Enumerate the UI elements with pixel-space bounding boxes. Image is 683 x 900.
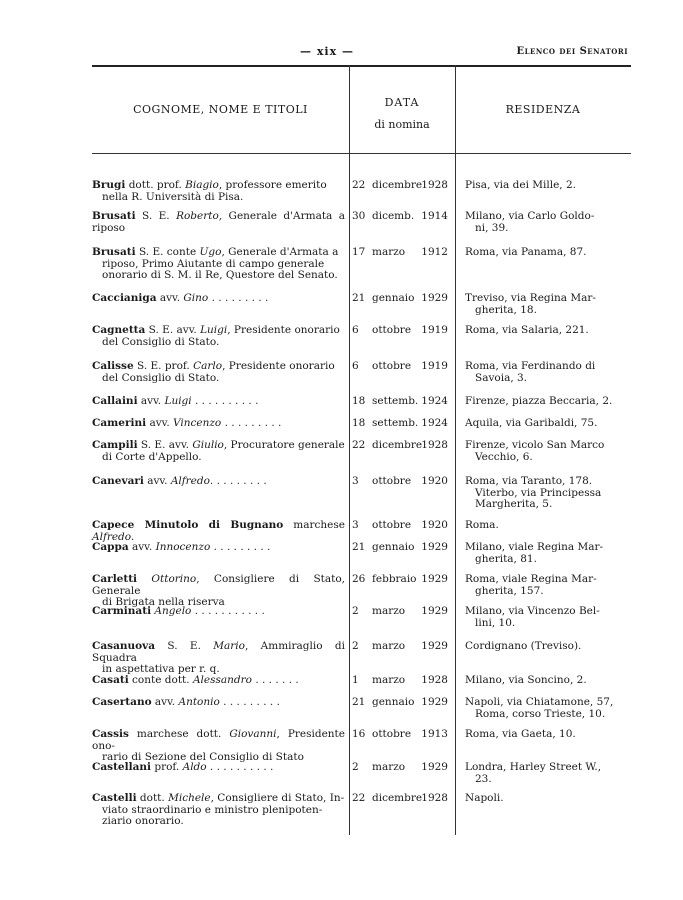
senator-given-name: Giulio: [192, 439, 224, 451]
column-divider-2: [455, 65, 456, 835]
date-month: marzo: [372, 640, 406, 652]
senator-name-line: [92, 417, 281, 429]
residence-line: Roma, via Ferdinando di: [465, 360, 596, 372]
senator-name-cell: [92, 697, 345, 709]
senator-surname: Brugi: [92, 179, 126, 191]
date-day: 18: [352, 395, 366, 407]
residence-line: Pisa, via dei Mille, 2.: [465, 179, 576, 191]
senator-title: S. E. prof.: [133, 360, 194, 372]
column-divider-1: [349, 65, 350, 835]
date-month: ottobre: [372, 519, 412, 531]
residence-cell: [465, 542, 630, 565]
senator-name-continuation: rario di Sezione del Consiglio di Stato: [102, 751, 304, 763]
column-header-residence: RESIDENZA: [505, 103, 581, 116]
senator-given-name: Carlo: [193, 360, 223, 372]
residence-line: Margherita, 5.: [475, 498, 553, 510]
date-month: dicemb.: [372, 210, 415, 222]
residence-line: ni, 39.: [475, 221, 509, 234]
senator-name-cell: [92, 729, 345, 764]
senator-surname: Camerini: [92, 417, 147, 429]
date-year: 1928: [421, 792, 448, 804]
residence-line: Milano, via Carlo Goldo-: [465, 210, 595, 222]
residence-line: Napoli, via Chiatamone, 57,: [465, 696, 614, 708]
senator-name-cell: [92, 396, 345, 408]
senator-surname: Castelli: [92, 792, 137, 804]
residence-cell: [465, 180, 630, 192]
senator-name-continuation: ziario onorario.: [102, 815, 184, 827]
date-month: ottobre: [372, 324, 412, 336]
senator-surname: Cassis: [92, 728, 129, 740]
senator-name-cell: [92, 793, 345, 828]
senator-given-name: Mario: [213, 640, 245, 652]
senator-title-rest: , professore emerito: [218, 179, 327, 191]
date-year: 1920: [421, 475, 448, 487]
senator-name-cell: [92, 180, 345, 203]
senator-title: dott.: [136, 792, 169, 804]
date-month: gennaio: [372, 541, 415, 553]
date-month: settemb.: [372, 417, 419, 429]
date-year: 1912: [421, 246, 448, 258]
residence-cell: [465, 247, 630, 259]
residence-line: Roma, via Taranto, 178.: [465, 475, 593, 487]
senator-title-rest: , Consigliere di Stato, In-: [210, 792, 345, 804]
residence-cell: [465, 520, 630, 532]
senator-title: avv.: [137, 395, 165, 407]
date-month: dicembre: [372, 179, 423, 191]
senator-surname: Canevari: [92, 475, 144, 487]
date-year: 1929: [421, 573, 448, 585]
residence-cell: [465, 418, 630, 430]
senator-surname: Campili: [92, 439, 138, 451]
senator-name-continuation: riposo, Primo Aiutante di campo generale: [102, 257, 325, 270]
residence-line: gherita, 157.: [475, 584, 544, 597]
senator-name-cell: [92, 675, 345, 687]
senator-given-name: Giovanni: [229, 728, 277, 740]
date-year: 1919: [421, 324, 448, 336]
residence-cell: [465, 606, 630, 629]
date-day: 2: [352, 605, 359, 617]
senator-given-name: Luigi: [200, 324, 228, 336]
senator-name-line: [92, 179, 327, 191]
residence-line: Treviso, via Regina Mar-: [465, 292, 596, 304]
senator-title: marchese: [283, 519, 345, 531]
date-year: 1928: [421, 439, 448, 451]
senator-given-name: Roberto,: [176, 210, 223, 222]
senator-name-continuation: di Brigata nella riserva: [102, 596, 225, 608]
date-day: 30: [352, 210, 366, 222]
date-day: 2: [352, 761, 359, 773]
residence-line: 23.: [475, 772, 492, 785]
residence-cell: [465, 697, 630, 720]
senator-name-line: [92, 519, 345, 543]
residence-line: Cordignano (Treviso).: [465, 640, 582, 652]
date-day: 26: [352, 573, 366, 585]
senator-title: conte dott.: [128, 674, 193, 686]
date-month: gennaio: [372, 292, 415, 304]
residence-line: gherita, 81.: [475, 552, 537, 565]
column-header-date-line2: di nomina: [374, 118, 430, 131]
date-month: settemb.: [372, 395, 419, 407]
senator-title-rest: . . . . . . . . .: [208, 292, 269, 304]
date-year: 1928: [421, 674, 448, 686]
senator-given-name: Vincenzo: [173, 417, 222, 429]
date-year: 1929: [421, 696, 448, 708]
residence-cell: [465, 211, 630, 234]
date-month: dicembre: [372, 439, 423, 451]
senator-given-name: Michele: [168, 792, 211, 804]
senator-title-rest: . . . . . . .: [251, 674, 299, 686]
date-month: marzo: [372, 605, 406, 617]
senator-title-rest: , Presidente ono-: [92, 728, 345, 752]
senator-given-name: Biagio: [185, 179, 219, 191]
senator-given-name: Alessandro: [192, 674, 252, 686]
senator-title-rest: , Procuratore generale: [223, 439, 345, 451]
residence-line: gherita, 18.: [475, 303, 537, 316]
residence-line: Londra, Harley Street W.,: [465, 761, 602, 773]
senator-name-cell: [92, 574, 345, 609]
senator-title: S. E.: [135, 210, 177, 222]
residence-line: Roma.: [465, 519, 499, 531]
senator-name-cell: [92, 361, 345, 384]
date-year: 1919: [421, 360, 448, 372]
senator-title: S. E. avv.: [137, 439, 193, 451]
senator-name-continuation: nella R. Università di Pisa.: [102, 190, 244, 203]
senator-name-cell: [92, 542, 345, 554]
senator-name-continuation: del Consiglio di Stato.: [102, 371, 220, 384]
senator-name-line: [92, 640, 345, 664]
senator-title: S. E. conte: [135, 246, 200, 258]
senator-surname: Callaini: [92, 395, 138, 407]
senator-name-cell: [92, 247, 345, 282]
residence-line: Milano, via Soncino, 2.: [465, 674, 587, 686]
senator-surname: Cappa: [92, 541, 129, 553]
senator-given-name: Antonio: [178, 696, 220, 708]
date-year: 1914: [421, 210, 448, 222]
date-day: 18: [352, 417, 366, 429]
senator-title-rest: . . . . . . . . . .: [191, 395, 259, 407]
senator-given-name: Alfredo.: [92, 530, 135, 543]
senator-title-rest: . . . . . . . . . . .: [191, 605, 265, 617]
senator-title: avv.: [146, 417, 174, 429]
residence-line: Roma, viale Regina Mar-: [465, 573, 597, 585]
date-year: 1913: [421, 728, 448, 740]
senator-name-cell: [92, 641, 345, 676]
senator-title-rest: . . . . . . . . .: [221, 417, 282, 429]
senator-title-rest: , Consigliere di Stato, Generale: [92, 573, 345, 597]
senator-name-cell: [92, 762, 345, 774]
residence-cell: [465, 762, 630, 785]
residence-cell: [465, 729, 630, 741]
senator-name-cell: [92, 520, 345, 543]
running-head: Elenco dei Senatori: [516, 46, 628, 57]
senator-name-line: [92, 605, 265, 617]
residence-line: Firenze, vicolo San Marco: [465, 439, 605, 451]
senator-name-line: [92, 395, 258, 407]
residence-line: Milano, via Vincenzo Bel-: [465, 605, 600, 617]
senator-given-name: Alfredo: [170, 475, 210, 487]
senator-name-line: [92, 573, 345, 597]
date-day: 17: [352, 246, 366, 258]
senator-name-line: [92, 696, 280, 708]
date-month: marzo: [372, 246, 406, 258]
senator-given-name: Innocenzo: [155, 541, 211, 553]
residence-line: Roma, corso Trieste, 10.: [475, 707, 606, 720]
senator-surname: Cagnetta: [92, 324, 146, 336]
residence-cell: [465, 641, 630, 653]
senator-title: avv.: [156, 292, 184, 304]
senator-title-rest: , Presidente onorario: [222, 360, 335, 372]
residence-cell: [465, 476, 630, 511]
senator-title-rest: . . . . . . . . .: [210, 541, 271, 553]
senator-surname: Capece Minutolo di Bugnano: [92, 519, 284, 531]
date-day: 1: [352, 674, 359, 686]
senator-name-line: [92, 292, 268, 304]
date-day: 21: [352, 696, 366, 708]
date-day: 3: [352, 475, 359, 487]
senator-name-cell: [92, 418, 345, 430]
date-day: 16: [352, 728, 366, 740]
senator-surname: Casanuova: [92, 640, 156, 652]
senator-surname: Carletti: [92, 573, 138, 585]
header-rule: [92, 153, 631, 154]
senator-title: dott. prof.: [125, 179, 186, 191]
date-year: 1929: [421, 541, 448, 553]
residence-cell: [465, 293, 630, 316]
senator-name-line: [92, 246, 338, 258]
senator-name-line: [92, 324, 340, 336]
senator-name-line: [92, 541, 270, 553]
senator-title: avv.: [151, 696, 179, 708]
top-rule: [92, 65, 631, 67]
date-year: 1924: [421, 417, 448, 429]
senator-name-line: [92, 728, 345, 752]
senator-name-line: [92, 439, 345, 451]
senator-title: prof.: [151, 761, 183, 773]
senator-title: avv.: [128, 541, 156, 553]
senator-title: avv.: [143, 475, 171, 487]
residence-line: Savoia, 3.: [475, 371, 528, 384]
senator-given-name: Aldo: [182, 761, 207, 773]
senator-given-name: Ottorino: [151, 573, 197, 585]
residence-cell: [465, 793, 630, 805]
senator-name-cell: [92, 606, 345, 618]
residence-line: Roma, via Salaria, 221.: [465, 324, 589, 336]
senator-name-continuation: del Consiglio di Stato.: [102, 335, 220, 348]
date-day: 22: [352, 792, 366, 804]
date-month: febbraio: [372, 573, 417, 585]
senator-title-rest: , Ammiraglio di Squadra: [92, 640, 345, 664]
date-year: 1929: [421, 292, 448, 304]
senator-surname: Carminati: [92, 605, 152, 617]
senator-name-line: [92, 210, 345, 234]
residence-line: Firenze, piazza Beccaria, 2.: [465, 395, 613, 407]
senator-title-rest: . . . . . . . . .: [219, 696, 280, 708]
date-year: 1924: [421, 395, 448, 407]
senator-name-continuation: onorario di S. M. il Re, Questore del Senato.: [102, 269, 338, 281]
date-month: ottobre: [372, 360, 412, 372]
senator-title-rest: , Generale d'Armata a: [221, 246, 339, 258]
residence-line: Roma, via Gaeta, 10.: [465, 728, 576, 740]
date-day: 22: [352, 179, 366, 191]
senator-name-line: [92, 475, 267, 487]
senator-title-rest: Generale d'Armata a riposo: [92, 210, 346, 234]
page-number: — xix —: [300, 45, 354, 58]
senator-surname: Brusati: [92, 246, 136, 258]
date-day: 21: [352, 541, 366, 553]
residence-cell: [465, 325, 630, 337]
senator-given-name: Angelo: [154, 605, 192, 617]
senator-given-name: Gino: [183, 292, 209, 304]
residence-cell: [465, 361, 630, 384]
date-year: 1929: [421, 761, 448, 773]
senator-surname: Castellani: [92, 761, 152, 773]
residence-cell: [465, 396, 630, 408]
residence-line: Viterbo, via Principessa: [475, 486, 602, 499]
column-header-name: COGNOME, NOME E TITOLI: [133, 103, 308, 116]
senator-name-cell: [92, 211, 345, 234]
senator-name-line: [92, 761, 273, 773]
column-header-date: [349, 92, 455, 136]
senator-title-rest: , Presidente onorario: [227, 324, 340, 336]
date-year: 1929: [421, 640, 448, 652]
residence-line: Napoli.: [465, 792, 504, 804]
senator-surname: Calisse: [92, 360, 134, 372]
date-month: gennaio: [372, 696, 415, 708]
residence-line: lini, 10.: [475, 616, 516, 629]
date-month: dicembre: [372, 792, 423, 804]
residence-line: Roma, via Panama, 87.: [465, 246, 587, 258]
date-day: 6: [352, 324, 359, 336]
date-year: 1920: [421, 519, 448, 531]
residence-line: Milano, viale Regina Mar-: [465, 541, 604, 553]
senator-name-line: [92, 674, 299, 686]
senator-title-rest: . . . . . . . . . .: [206, 761, 274, 773]
date-month: ottobre: [372, 728, 412, 740]
senator-given-name: Luigi: [164, 395, 192, 407]
date-month: ottobre: [372, 475, 412, 487]
senator-title-rest: . . . . . . . . .: [209, 475, 267, 487]
senator-name-cell: [92, 476, 345, 488]
date-year: 1928: [421, 179, 448, 191]
senator-name-continuation: viato straordinario e ministro plenipoten-: [102, 803, 323, 816]
senator-title: S. E.: [155, 640, 214, 652]
date-day: 6: [352, 360, 359, 372]
senator-name-continuation: di Corte d'Appello.: [102, 450, 202, 463]
date-day: 22: [352, 439, 366, 451]
senator-name-cell: [92, 293, 345, 305]
senator-surname: Casati: [92, 674, 129, 686]
senator-title: S. E. avv.: [145, 324, 201, 336]
residence-cell: [465, 574, 630, 597]
date-day: 2: [352, 640, 359, 652]
residence-line: Aquila, via Garibaldi, 75.: [465, 417, 598, 429]
senator-title: [137, 573, 151, 585]
date-year: 1929: [421, 605, 448, 617]
senator-name-line: [92, 792, 344, 804]
residence-cell: [465, 675, 630, 687]
senator-surname: Casertano: [92, 696, 152, 708]
date-day: 3: [352, 519, 359, 531]
senator-surname: Caccianiga: [92, 292, 157, 304]
senator-title: marchese dott.: [128, 728, 230, 740]
date-day: 21: [352, 292, 366, 304]
senator-name-continuation: in aspettativa per r. q.: [102, 663, 220, 675]
senator-surname: Brusati: [92, 210, 136, 222]
senator-name-cell: [92, 440, 345, 463]
residence-line: Vecchio, 6.: [475, 450, 533, 463]
senator-name-line: [92, 360, 335, 372]
date-month: marzo: [372, 761, 406, 773]
senator-given-name: Ugo: [199, 246, 222, 258]
column-header-date-line1: DATA: [384, 96, 420, 109]
date-month: marzo: [372, 674, 406, 686]
residence-cell: [465, 440, 630, 463]
senator-name-cell: [92, 325, 345, 348]
